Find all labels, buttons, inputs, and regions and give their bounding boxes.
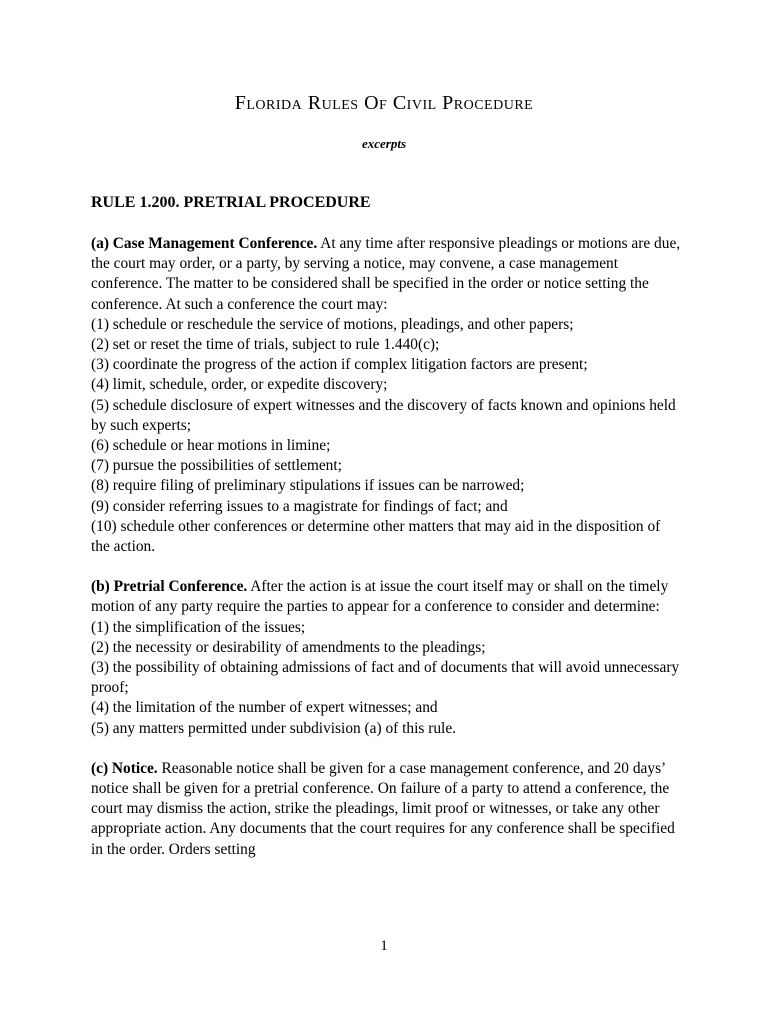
document-subtitle: excerpts — [361, 136, 407, 151]
section-c-label: (c) Notice. — [91, 759, 158, 777]
section-a-item-7: (7) pursue the possibilities of settlement; — [91, 457, 342, 475]
section-a-item-6: (6) schedule or hear motions in limine; — [91, 437, 331, 455]
section-b-item-5: (5) any matters permitted under subdivision (a) of this rule. — [91, 719, 457, 737]
page-number: 1 — [380, 938, 388, 954]
section-b-label: (b) Pretrial Conference. — [91, 578, 248, 596]
section-a-intro-paragraph — [91, 234, 681, 315]
section-a-item-5: (5) schedule disclosure of expert witnesses and the discovery of facts known and opinions held by such experts; — [91, 396, 676, 434]
section-b-item-1: (1) the simplification of the issues; — [91, 618, 306, 636]
section-b-item-2: (2) the necessity or desirability of amendments to the pleadings; — [91, 638, 486, 656]
section-a-item-1: (1) schedule or reschedule the service of motions, pleadings, and other papers; — [91, 315, 574, 333]
section-b-item-4: (4) the limitation of the number of expert witnesses; and — [91, 699, 438, 717]
section-a — [91, 234, 681, 557]
section-a-item-2: (2) set or reset the time of trials, subject to rule 1.440(c); — [91, 336, 440, 354]
section-a-item-9: (9) consider referring issues to a magistrate for findings of fact; and — [91, 497, 508, 515]
section-b — [91, 577, 681, 739]
section-c-paragraph — [91, 759, 681, 860]
rule-heading: RULE 1.200. PRETRIAL PROCEDURE — [91, 194, 371, 211]
section-b-intro: After the action is at issue the court itself may or shall on the timely motion of any party require the parties to appear for a conference to consider and determine: — [91, 578, 669, 616]
section-a-item-3: (3) coordinate the progress of the action if complex litigation factors are present; — [91, 356, 588, 374]
section-a-item-10: (10) schedule other conferences or determine other matters that may aid in the disposition of the action. — [91, 517, 661, 556]
section-b-item-3: (3) the possibility of obtaining admissions of fact and of documents that will avoid unnecessary proof; — [91, 659, 680, 697]
section-a-item-8: (8) require filing of preliminary stipulations if issues can be narrowed; — [91, 477, 525, 495]
document-title: Florida Rules Of Civil Procedure — [234, 92, 534, 114]
section-c — [91, 759, 681, 860]
section-b-intro-paragraph — [91, 577, 681, 617]
section-a-intro: At any time after responsive pleadings or motions are due, the court may order, or a party, by serving a notice, may convene, a case management conference. The matter to be considered shall be specified in the order or notice setting the conference. At such a conference the court may: — [91, 235, 681, 313]
section-a-item-4: (4) limit, schedule, order, or expedite discovery; — [91, 376, 388, 394]
document-body — [91, 192, 681, 880]
section-c-text: Reasonable notice shall be given for a case management conference, and 20 days’ notice shall be given for a pretrial conference. On failure of a party to attend a conference, the court may dismiss the action, strike the pleadings, limit proof or witnesses, or take any other appropriate action. Any documents that the court requires for any conference shall be specified in the order. Orders setting — [91, 759, 675, 858]
section-a-label: (a) Case Management Conference. — [91, 235, 318, 252]
